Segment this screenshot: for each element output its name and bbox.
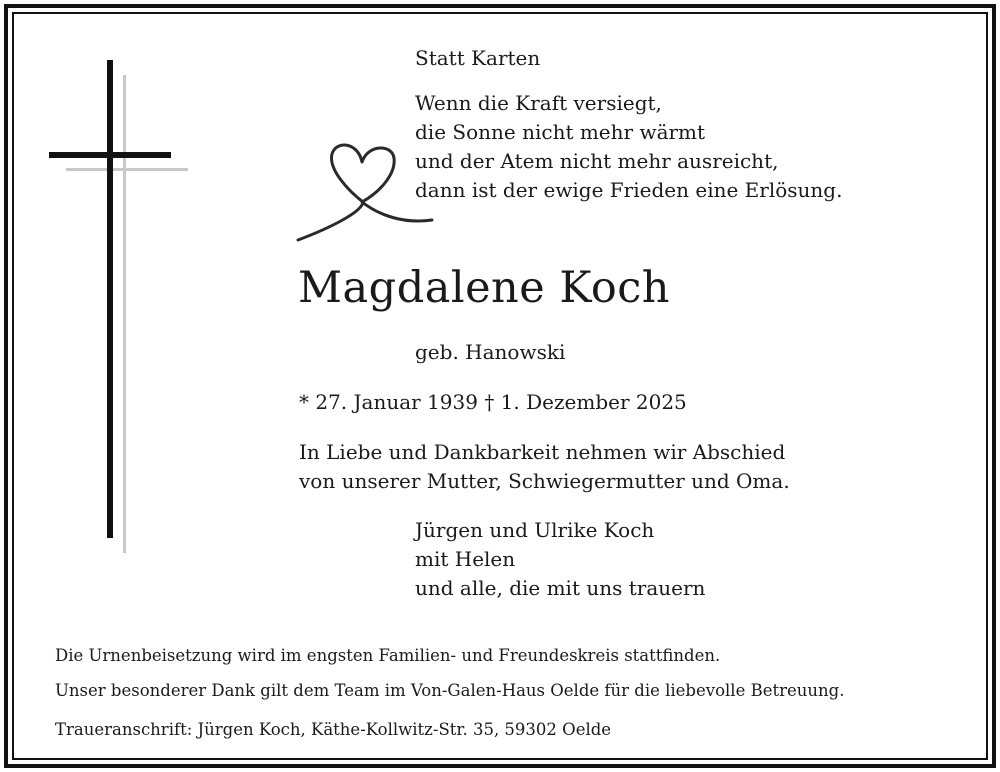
statt-karten: Statt Karten	[415, 46, 541, 70]
poem-line: die Sonne nicht mehr wärmt	[415, 120, 706, 144]
mourner-line: mit Helen	[415, 547, 516, 571]
mourner-line: Jürgen und Ulrike Koch	[415, 518, 655, 542]
thanks-note: Unser besonderer Dank gilt dem Team im Von-Galen-Haus Oelde für die liebevolle Betreuung.	[55, 681, 845, 700]
poem	[415, 89, 842, 205]
life-dates: * 27. Januar 1939 † 1. Dezember 2025	[299, 390, 687, 414]
burial-note: Die Urnenbeisetzung wird im engsten Familien- und Freundeskreis stattfinden.	[55, 646, 721, 665]
mourning-address: Traueranschrift: Jürgen Koch, Käthe-Kollwitz-Str. 35, 59302 Oelde	[55, 720, 612, 739]
farewell-text	[299, 438, 790, 496]
mourner-line: und alle, die mit uns trauern	[415, 576, 706, 600]
cross-icon	[40, 55, 200, 560]
farewell-line: von unserer Mutter, Schwiegermutter und Oma.	[299, 469, 790, 493]
deceased-name: Magdalene Koch	[298, 263, 670, 313]
birth-name: geb. Hanowski	[415, 340, 566, 364]
poem-line: dann ist der ewige Frieden eine Erlösung.	[415, 178, 843, 202]
poem-line: Wenn die Kraft versiegt,	[415, 91, 662, 115]
farewell-line: In Liebe und Dankbarkeit nehmen wir Abschied	[299, 440, 786, 464]
mourners	[415, 516, 705, 603]
poem-line: und der Atem nicht mehr ausreicht,	[415, 149, 779, 173]
